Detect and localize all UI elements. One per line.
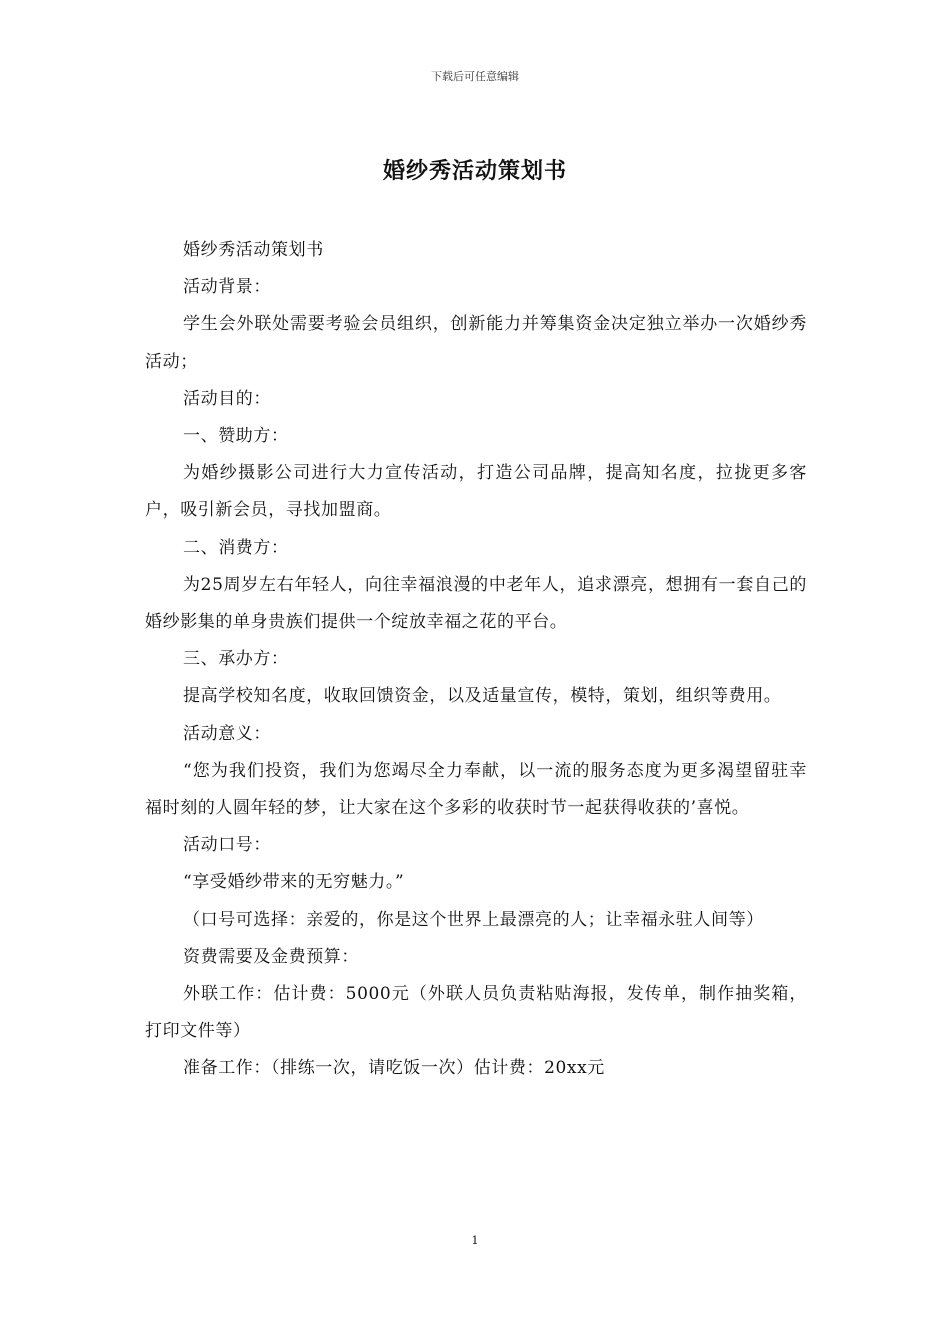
document-body — [145, 232, 807, 1088]
paragraph: “享受婚纱带来的无穷魅力。” — [183, 872, 405, 893]
document-title: 婚纱秀活动策划书 — [382, 158, 567, 184]
paragraph: （口号可选择：亲爱的，你是这个世界上最漂亮的人；让幸福永驻人间等） — [183, 909, 764, 930]
paragraph: “您为我们投资，我们为您竭尽全力奉献，以一流的服务态度为更多渴望留驻幸福时刻的人圆年轻的梦，让大家在这个多彩的收获时节一起获得收获的’喜悦。 — [145, 760, 807, 819]
page-number: 1 — [471, 1234, 479, 1247]
paragraph: 准备工作：（排练一次，请吃饭一次）估计费：20xx元 — [183, 1058, 605, 1079]
paragraph: 提高学校知名度，收取回馈资金，以及适量宣传，模特，策划，组织等费用。 — [183, 686, 782, 707]
paragraph: 外联工作：估计费：5000元（外联人员负责粘贴海报，发传单，制作抽奖箱，打印文件等） — [145, 984, 807, 1042]
paragraph: 二、消费方： — [183, 537, 289, 558]
paragraph: 活动背景： — [183, 277, 271, 298]
paragraph: 学生会外联处需要考验会员组织，创新能力并筹集资金决定独立举办一次婚纱秀活动； — [145, 314, 807, 372]
paragraph: 资费需要及金费预算： — [183, 946, 359, 967]
paragraph: 三、承办方： — [183, 649, 289, 670]
paragraph: 一、赞助方： — [183, 426, 289, 447]
paragraph: 婚纱秀活动策划书 — [183, 240, 324, 260]
paragraph: 为25周岁左右年轻人，向往幸福浪漫的中老年人，追求漂亮，想拥有一套自己的婚纱影集的单身贵族们提供一个绽放幸福之花的平台。 — [145, 574, 807, 633]
header-note: 下载后可任意编辑 — [431, 70, 519, 83]
paragraph: 活动意义： — [183, 723, 271, 744]
paragraph: 活动目的： — [183, 388, 271, 409]
paragraph: 活动口号： — [183, 835, 271, 856]
paragraph: 为婚纱摄影公司进行大力宣传活动，打造公司品牌，提高知名度，拉拢更多客户，吸引新会员，寻找加盟商。 — [145, 463, 807, 521]
